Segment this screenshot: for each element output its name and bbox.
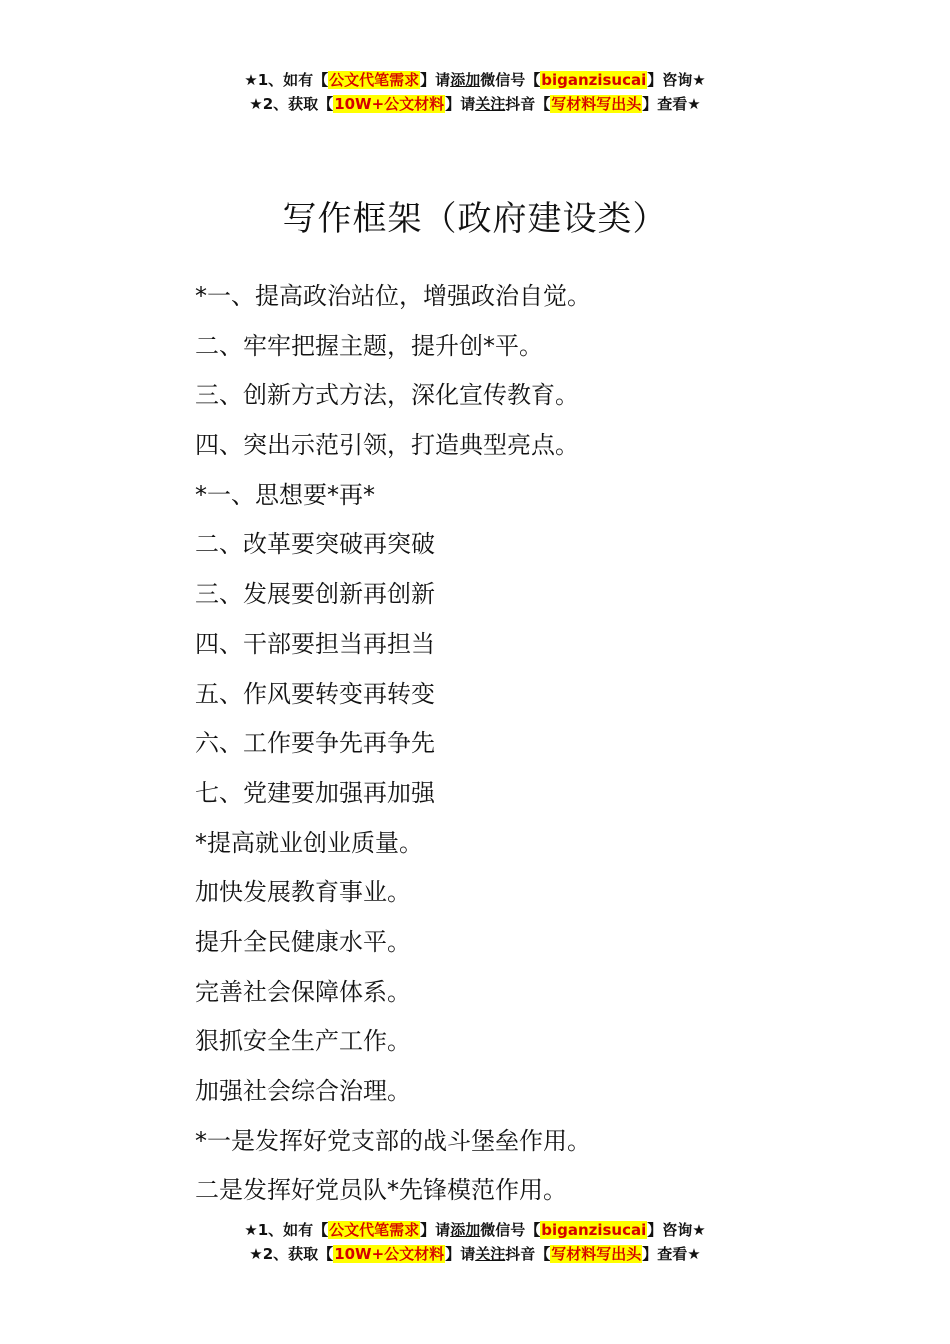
banner-text: 微信号【 — [480, 71, 541, 89]
banner-text: 】请 — [445, 1245, 476, 1263]
list-item: *提高就业创业质量。 — [195, 828, 423, 857]
list-item: *一、思想要*再* — [195, 480, 375, 509]
list-item: 三、创新方式方法，深化宣传教育。 — [195, 381, 579, 410]
banner-text: ★1、如有【 — [244, 1221, 329, 1239]
banner-text: ★1、如有【 — [244, 71, 329, 89]
list-item: 三、发展要创新再创新 — [195, 580, 435, 609]
banner-underline: 关注 — [475, 1245, 506, 1263]
banner-text: ★2、获取【 — [249, 1245, 334, 1263]
list-item: 二、改革要突破再突破 — [195, 530, 435, 559]
list-item: 四、突出示范引领，打造典型亮点。 — [195, 431, 579, 460]
banner-underline: 添加 — [450, 1221, 481, 1239]
list-item: 提升全民健康水平。 — [195, 927, 411, 956]
banner-text: 】查看★ — [642, 95, 701, 113]
banner-text: 】请 — [420, 1221, 451, 1239]
header-banner-line-2 — [0, 92, 950, 116]
banner-text: 微信号【 — [480, 1221, 541, 1239]
banner-text: 】咨询★ — [647, 71, 706, 89]
footer-banner-line-2 — [0, 1242, 950, 1266]
banner-text: 抖音【 — [505, 1245, 551, 1263]
banner-highlight: 公文代笔需求 — [329, 1221, 420, 1239]
list-item: 加强社会综合治理。 — [195, 1077, 411, 1105]
banner-highlight: 10W+公文材料 — [334, 1245, 445, 1263]
footer-banner-line-1 — [0, 1218, 950, 1242]
list-item: 四、干部要担当再担当 — [195, 629, 435, 658]
banner-underline: 添加 — [450, 71, 481, 89]
banner-text: 】咨询★ — [647, 1221, 706, 1239]
page-title: 写作框架（政府建设类） — [282, 198, 668, 239]
banner-underline: 关注 — [475, 95, 506, 113]
banner-highlight: biganzisucai — [541, 1221, 647, 1239]
list-item: 加快发展教育事业。 — [195, 878, 411, 907]
banner-highlight: 公文代笔需求 — [329, 71, 420, 89]
header-banner — [0, 68, 950, 116]
banner-text: 抖音【 — [505, 95, 551, 113]
banner-highlight: biganzisucai — [541, 71, 647, 89]
list-item: *一是发挥好党支部的战斗堡垒作用。 — [195, 1126, 591, 1155]
list-item: 五、作风要转变再转变 — [195, 679, 435, 708]
footer-banner — [0, 1218, 950, 1266]
banner-highlight: 写材料写出头 — [551, 1245, 642, 1263]
banner-text: ★2、获取【 — [249, 95, 334, 113]
banner-text: 】请 — [445, 95, 476, 113]
list-item: 二、牢牢把握主题，提升创*平。 — [195, 331, 543, 360]
framework-list — [195, 272, 895, 1216]
list-item: 完善社会保障体系。 — [195, 977, 411, 1006]
banner-highlight: 10W+公文材料 — [334, 95, 445, 113]
banner-text: 】请 — [420, 71, 451, 89]
list-item: 七、党建要加强再加强 — [195, 778, 435, 807]
banner-highlight: 写材料写出头 — [551, 95, 642, 113]
list-item: *一、提高政治站位，增强政治自觉。 — [195, 282, 591, 310]
list-item: 六、工作要争先再争先 — [195, 729, 435, 758]
list-item: 二是发挥好党员队*先锋模范作用。 — [195, 1176, 567, 1205]
banner-text: 】查看★ — [642, 1245, 701, 1263]
list-item: 狠抓安全生产工作。 — [195, 1027, 411, 1056]
header-banner-line-1 — [0, 68, 950, 92]
